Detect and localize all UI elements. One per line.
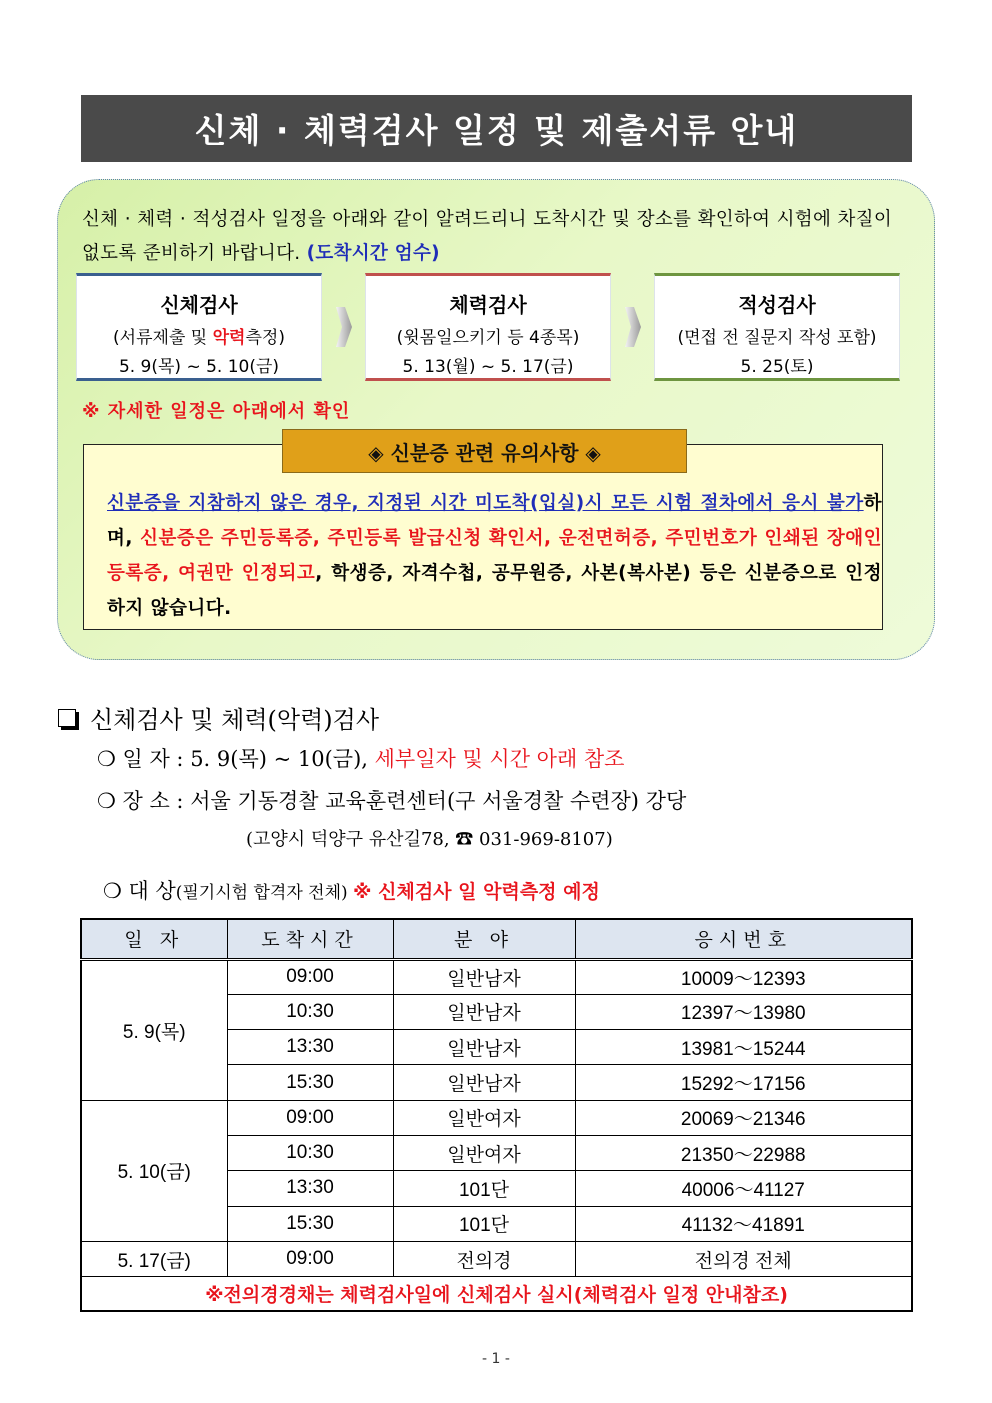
table-row: 13:30 일반남자 13981～15244 [81,1030,912,1065]
date-cell: 5. 9(목) [81,959,227,1100]
id-notice-accepted: 신분증은 주민등록증, 주민등록 발급신청 확인서, 운전면허증, 주민번호가 인쇄된 장애인 등록증, 여권만 인정되고 [107,528,882,584]
table-row: 15:30 일반남자 15292～17156 [81,1065,912,1100]
id-notice-text: 신분증을 지참하지 않은 경우, 지정된 시간 미도착(입실)시 모든 시험 절차에서 응시 불가하며, 신분증은 주민등록증, 주민등록 발급신청 확인서, 운전면허증, 주민번호가 인쇄된 장애인 등록증, 여권만 인정되고, 학생증, 자격수첩, 공무원증, 사본(복사본) 등은 신분증으로 인정하지 않습니다. [107,493,882,619]
chevron-right-icon [336,302,352,352]
schedule-target-line: ❍ 대 상(필기시험 합격자 전체) ※ 신체검사 일 악력측정 예정 [103,879,600,903]
intro-text [82,203,892,271]
step-fitness-test [365,273,611,381]
table-row: 15:30 101단 41132～41891 [81,1206,912,1241]
step-physical-exam [76,273,322,381]
step-name: 체력검사 [449,293,527,317]
id-notice-warning: 신분증을 지참하지 않은 경우, 지정된 시간 미도착(입실)시 모든 시험 절차에서 응시 불가 [107,493,864,514]
schedule-table [80,918,913,1312]
id-notice-title: ◈ 신분증 관련 유의사항 ◈ [282,429,687,473]
step-aptitude-test [654,273,900,381]
intro-emphasis: (도착시간 엄수) [306,243,440,264]
section-heading: 신체검사 및 체력(악력)검사 [58,700,379,735]
schedule-address: (고양시 덕양구 유산길78, ☎ 031-969-8107) [246,829,613,850]
step-date: 5. 25(토) [740,357,814,377]
square-bullet-icon [58,709,76,727]
schedule-place-line: ❍ 장 소 : 서울 기동경찰 교육훈련센터(구 서울경찰 수련장) 강당 [97,789,687,813]
step-date: 5. 9(목) ~ 5. 10(금) [118,357,280,377]
table-row: 10:30 일반남자 12397～13980 [81,994,912,1029]
step-name: 신체검사 [160,293,238,317]
step-name: 적성검사 [738,293,816,317]
date-cell: 5. 17(금) [81,1241,227,1276]
table-footnote: ※전의경경채는 체력검사일에 신체검사 실시(체력검사 일정 안내참조) [81,1277,912,1311]
chevron-right-icon [625,302,641,352]
table-row: 13:30 101단 40006～41127 [81,1171,912,1206]
step-sub: (면접 전 질문지 작성 포함) [677,328,877,348]
header-time: 도착시간 [227,919,393,959]
table-row: 5. 9(목) 09:00 일반남자 10009～12393 [81,959,912,994]
step-sub: (윗몸일으키기 등 4종목) [396,328,580,348]
id-notice-rejected: , 학생증, 자격수첩, 공무원증, 사본(복사본) 등은 신분증으로 인정하지 않습니다. [107,563,882,619]
table-header-row [81,919,912,959]
header-date: 일 자 [81,919,227,959]
header-field: 분 야 [393,919,575,959]
step-date: 5. 13(월) ~ 5. 17(금) [402,357,574,377]
table-footnote-row [81,1277,912,1311]
header-exam-number: 응시번호 [575,919,912,959]
step-sub: (서류제출 및 악력측정) [113,328,285,348]
date-cell: 5. 10(금) [81,1100,227,1241]
detail-note: ※ 자세한 일정은 아래에서 확인 [82,401,351,422]
page-number: - 1 - [482,1351,510,1367]
table-row: 5. 10(금) 09:00 일반여자 20069～21346 [81,1100,912,1135]
table-row: 10:30 일반여자 21350～22988 [81,1135,912,1170]
schedule-date-line: ❍ 일 자 : 5. 9(목) ~ 10(금), 세부일자 및 시간 아래 참조 [97,747,625,771]
intro-body: 신체 · 체력 · 적성검사 일정을 아래와 같이 알려드리니 도착시간 및 장소를 확인하여 시험에 차질이 없도록 준비하기 바랍니다. [82,209,892,264]
table-row: 5. 17(금) 09:00 전의경 전의경 전체 [81,1241,912,1276]
document-title: 신체 · 체력검사 일정 및 제출서류 안내 [81,95,912,162]
